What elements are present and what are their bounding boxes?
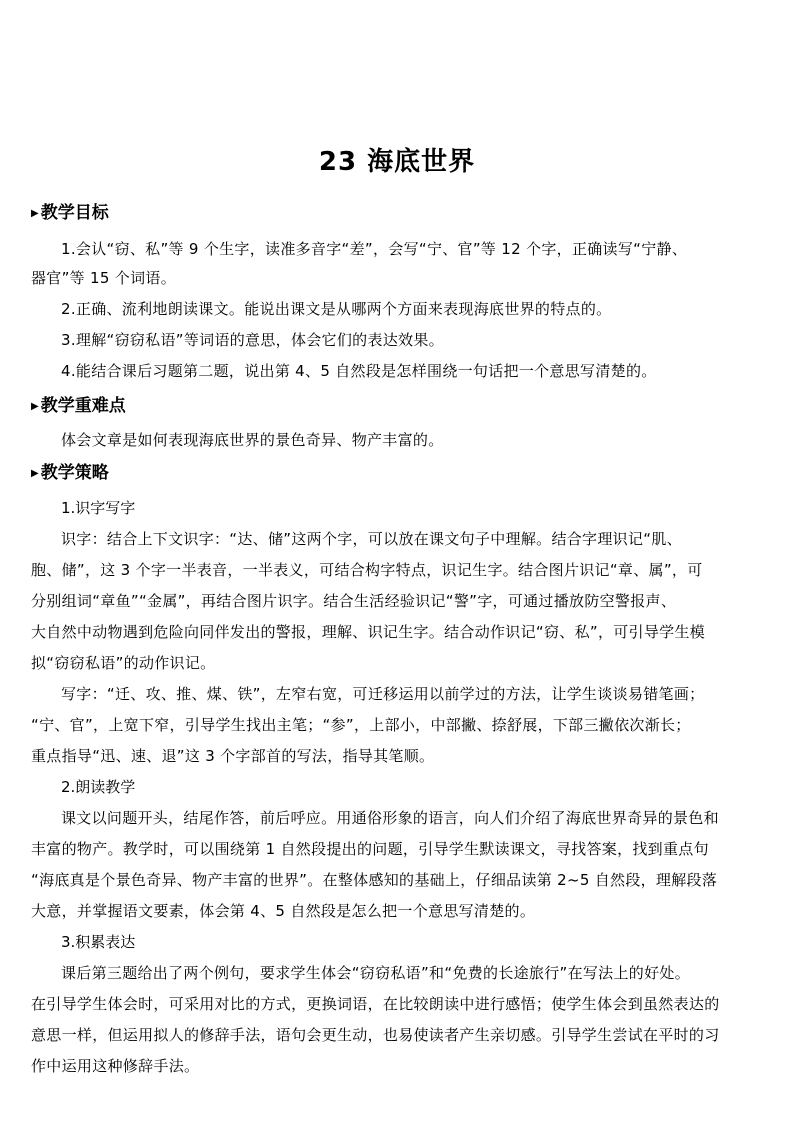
section-heading-label: 教学目标: [40, 203, 109, 223]
strategy-line: 大意，并掌握语文要素，体会第 4、5 自然段是怎么把一个意思写清楚的。: [31, 902, 536, 920]
key-point-line: 体会文章是如何表现海底世界的景色奇异、物产丰富的。: [61, 431, 444, 449]
strategy-line: 大自然中动物遇到危险向同伴发出的警报，理解、识记生字。结合动作识记“窃、私”，可引导学生模: [31, 623, 706, 641]
strategy-line: 课文以问题开头，结尾作答，前后呼应。用通俗形象的语言，向人们介绍了海底世界奇异的景色和: [61, 809, 719, 827]
strategy-line: 作中运用这种修辞手法。: [31, 1057, 200, 1075]
section-heading-goals: [31, 200, 109, 227]
triangle-bullet-icon: ▶: [31, 468, 39, 479]
strategy-line: 课后第三题给出了两个例句，要求学生体会“窃窃私语”和“免费的长途旅行”在写法上的好处。: [61, 964, 690, 982]
document-title: 23 海底世界: [318, 147, 476, 177]
strategy-line: “海底真是个景色奇异、物产丰富的世界”。在整体感知的基础上，仔细品读第 2~5 自然段，理解段落: [31, 871, 718, 889]
strategy-line: 胞、储”，这 3 个字一半表音，一半表义，可结合构字特点，识记生字。结合图片识记“章、属”，可: [31, 561, 703, 579]
section-heading-strategy: [31, 460, 109, 487]
triangle-bullet-icon: ▶: [31, 208, 39, 219]
strategy-line: 写字：“迁、攻、推、煤、铁”，左窄右宽，可迁移运用以前学过的方法，让学生谈谈易错笔画；: [61, 685, 705, 703]
subsection-title: 1.识字写字: [61, 499, 136, 517]
subsection-title: 3.积累表达: [61, 933, 136, 951]
goal-line: 2.正确、流利地朗读课文。能说出课文是从哪两个方面来表现海底世界的特点的。: [61, 300, 612, 318]
strategy-line: “宁、官”，上宽下窄，引导学生找出主笔；“参”，上部小，中部撇、捺舒展，下部三撇依次渐长；: [31, 716, 691, 734]
strategy-line: 意思一样，但运用拟人的修辞手法，语句会更生动，也易使读者产生亲切感。引导学生尝试在平时的习: [31, 1026, 720, 1044]
triangle-bullet-icon: ▶: [31, 401, 39, 412]
strategy-line: 拟“窃窃私语”的动作识记。: [31, 654, 216, 672]
goal-line: 器官”等 15 个词语。: [31, 269, 176, 287]
strategy-line: 重点指导“迅、速、退”这 3 个字部首的写法，指导其笔顺。: [31, 747, 435, 765]
section-heading-label: 教学策略: [40, 463, 109, 483]
strategy-line: 在引导学生体会时，可采用对比的方式，更换词语，在比较朗读中进行感悟；使学生体会到虽然表达的: [31, 995, 720, 1013]
section-heading-label: 教学重难点: [40, 396, 126, 416]
subsection-title: 2.朗读教学: [61, 778, 136, 796]
strategy-line: 分别组词“章鱼”“金属”，再结合图片识字。结合生活经验识记“警”字，可通过播放防空警报声、: [31, 592, 677, 610]
goal-line: 3.理解“窃窃私语”等词语的意思，体会它们的表达效果。: [61, 331, 444, 349]
goal-line: 1.会认“窃、私”等 9 个生字，读准多音字“差”，会写“宁、官”等 12 个字，正确读写“宁静、: [61, 240, 688, 258]
section-heading-key-points: [31, 393, 126, 420]
strategy-line: 识字：结合上下文识字：“达、储”这两个字，可以放在课文句子中理解。结合字理识记“肌、: [61, 530, 682, 548]
goal-line: 4.能结合课后习题第二题，说出第 4、5 自然段是怎样围绕一句话把一个意思写清楚的。: [61, 362, 657, 380]
strategy-line: 丰富的物产。教学时，可以围绕第 1 自然段提出的问题，引导学生默读课文，寻找答案，找到重点句: [31, 840, 709, 858]
